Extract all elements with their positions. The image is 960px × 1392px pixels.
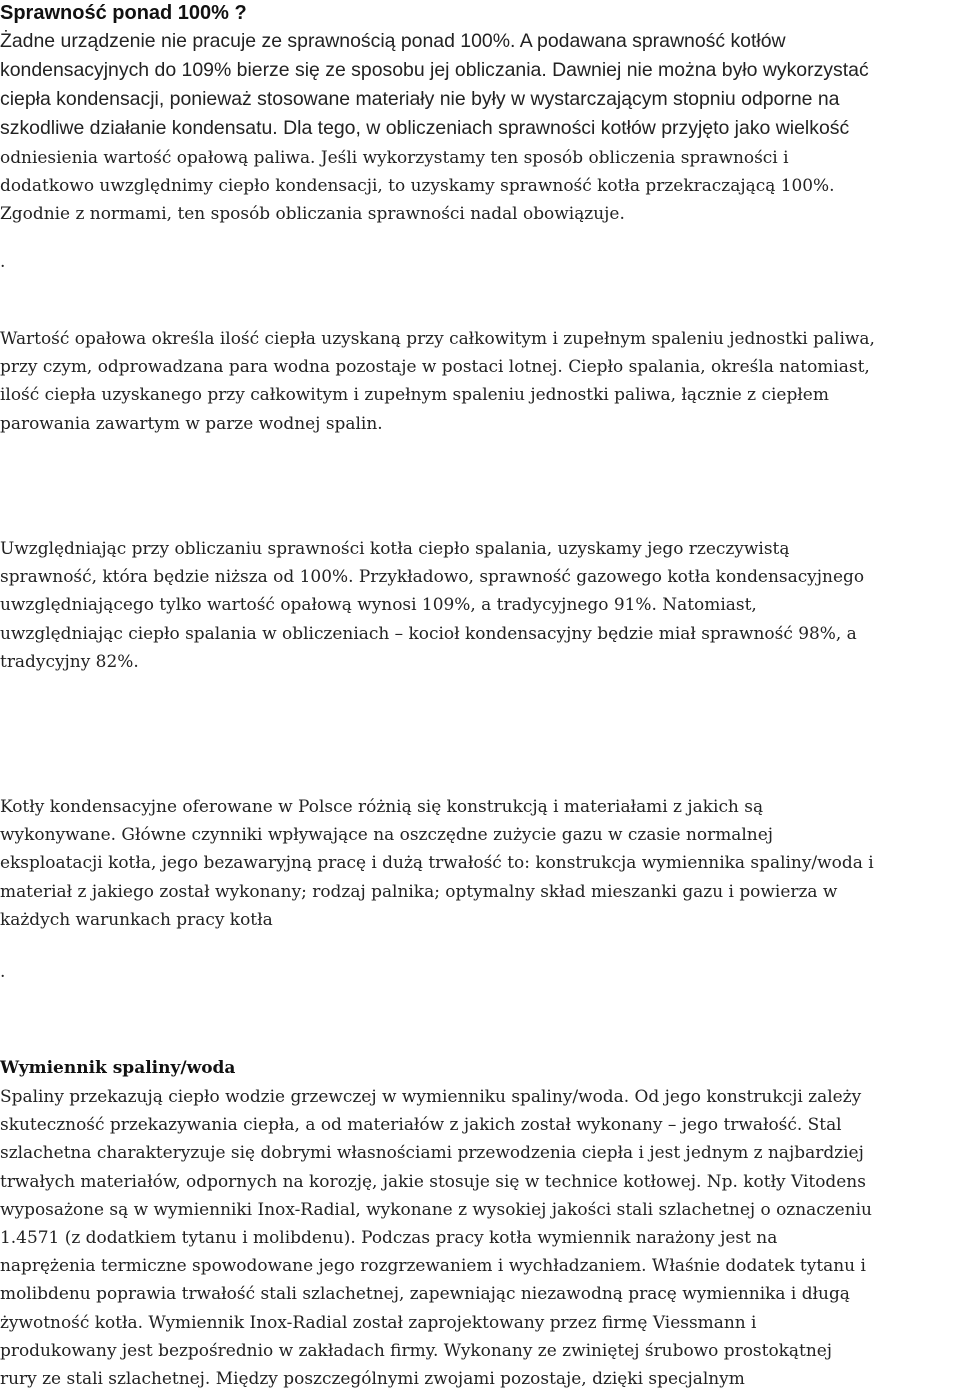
section-heading: Wymiennik spaliny/woda [0,1058,236,1078]
intro-line: szkodliwe działanie kondensatu. Dla tego, w obliczeniach sprawności kotłów przyjęto jako wielkość [0,117,850,139]
paragraph-line: żywotność kotła. Wymiennik Inox-Radial został zaprojektowany przez firmę Viessmann i [0,1311,757,1332]
paragraph-line: produkowany jest bezpośrednio w zakładach firmy. Wykonany ze zwiniętej śrubowo prostokątnej [0,1339,833,1360]
intro-section [0,0,960,228]
paragraph-line: Uwzględniając przy obliczaniu sprawności kotła ciepło spalania, uzyskamy jego rzeczywistą [0,538,790,558]
paragraph-wartosc-opalowa [0,324,960,437]
paragraph-line: uwzględniając ciepło spalania w obliczeniach – kocioł kondensacyjny będzie miał sprawność 98%, a [0,622,857,643]
paragraph-line: skuteczność przekazywania ciepła, a od materiałów z jakich został wykonany – jego trwałość. Stal [0,1114,842,1135]
page-title: Sprawność ponad 100% ? [0,2,247,24]
paragraph-line: każdych warunkach pracy kotła [0,908,273,929]
paragraph-line: ilość ciepła uzyskanego przy całkowitym i zupełnym spaleniu jednostki paliwa, łącznie z ciepłem [0,384,829,405]
paragraph-line: parowania zawartym w parze wodnej spalin. [0,412,383,433]
paragraph-line: molibdenu poprawia trwałość stali szlachetnej, zapewniając niezawodną pracę wymiennika i długą [0,1283,850,1304]
intro-line: Żadne urządzenie nie pracuje ze sprawnością ponad 100%. A podawana sprawność kotłów [0,30,786,52]
paragraph-line: naprężenia termiczne spowodowane jego rozgrzewaniem i wychładzaniem. Właśnie dodatek tytanu i [0,1255,866,1276]
paragraph-line: szlachetna charakteryzuje się dobrymi własnościami przewodzenia ciepła i jest jednym z najbardziej [0,1142,864,1163]
paragraph-wymiennik [0,1082,960,1392]
paragraph-line: trwałych materiałów, odpornych na korozję, jakie stosuje się w technice kotłowej. Np. kotły Vitodens [0,1170,866,1191]
paragraph-line: przy czym, odprowadzana para wodna pozostaje w postaci lotnej. Ciepło spalania, określa natomiast, [0,356,870,377]
intro-line: dodatkowo uwzględnimy ciepło kondensacji, to uzyskamy sprawność kotła przekraczającą 100%. [0,175,835,196]
intro-line: odniesienia wartość opałową paliwa. Jeśli wykorzystamy ten sposób obliczenia sprawności i [0,147,789,167]
paragraph-line: 1.4571 (z dodatkiem tytanu i molibdenu). Podczas pracy kotła wymiennik narażony jest na [0,1227,778,1248]
separator-dot: . [0,252,6,272]
paragraph-line: Kotły kondensacyjne oferowane w Polsce różnią się konstrukcją i materiałami z jakich są [0,796,764,816]
paragraph-line: Wartość opałowa określa ilość ciepła uzyskaną przy całkowitym i zupełnym spaleniu jednostki paliwa, [0,328,875,348]
paragraph-line: Spaliny przekazują ciepło wodzie grzewczej w wymienniku spaliny/woda. Od jego konstrukcji zależy [0,1086,862,1106]
section-wymiennik [0,1054,960,1392]
paragraph-line: uwzględniającego tylko wartość opałową wynosi 109%, a tradycyjnego 91%. Natomiast, [0,594,757,615]
paragraph-line: rury ze stali szlachetnej. Między poszczególnymi zwojami pozostaje, dzięki specjalnym [0,1368,745,1389]
paragraph-sprawnosc [0,534,960,675]
intro-line: ciepła kondensacji, ponieważ stosowane materiały nie były w wystarczającym stopniu odporne na [0,88,840,110]
paragraph-line: tradycyjny 82%. [0,650,139,671]
paragraph-line: wykonywane. Główne czynniki wpływające na oszczędne zużycie gazu w czasie normalnej [0,824,774,845]
paragraph-line: sprawność, która będzie niższa od 100%. Przykładowo, sprawność gazowego kotła kondensacyjnego [0,566,865,587]
intro-line: kondensacyjnych do 109% bierze się ze sposobu jej obliczania. Dawniej nie można było wykorzystać [0,59,869,81]
paragraph-kotly [0,792,960,933]
paragraph-line: materiał z jakiego został wykonany; rodzaj palnika; optymalny skład mieszanki gazu i powierza w [0,880,838,901]
separator-dot: . [0,962,6,982]
intro-line: Zgodnie z normami, ten sposób obliczania sprawności nadal obowiązuje. [0,203,625,224]
intro-paragraph-serif [0,143,960,228]
paragraph-line: wyposażone są w wymienniki Inox-Radial, wykonane z wysokiej jakości stali szlachetnej o oznaczeniu [0,1198,872,1219]
paragraph-line: eksploatacji kotła, jego bezawaryjną pracę i dużą trwałość to: konstrukcja wymiennika spaliny/woda i [0,852,874,873]
intro-paragraph-sans [0,27,960,143]
